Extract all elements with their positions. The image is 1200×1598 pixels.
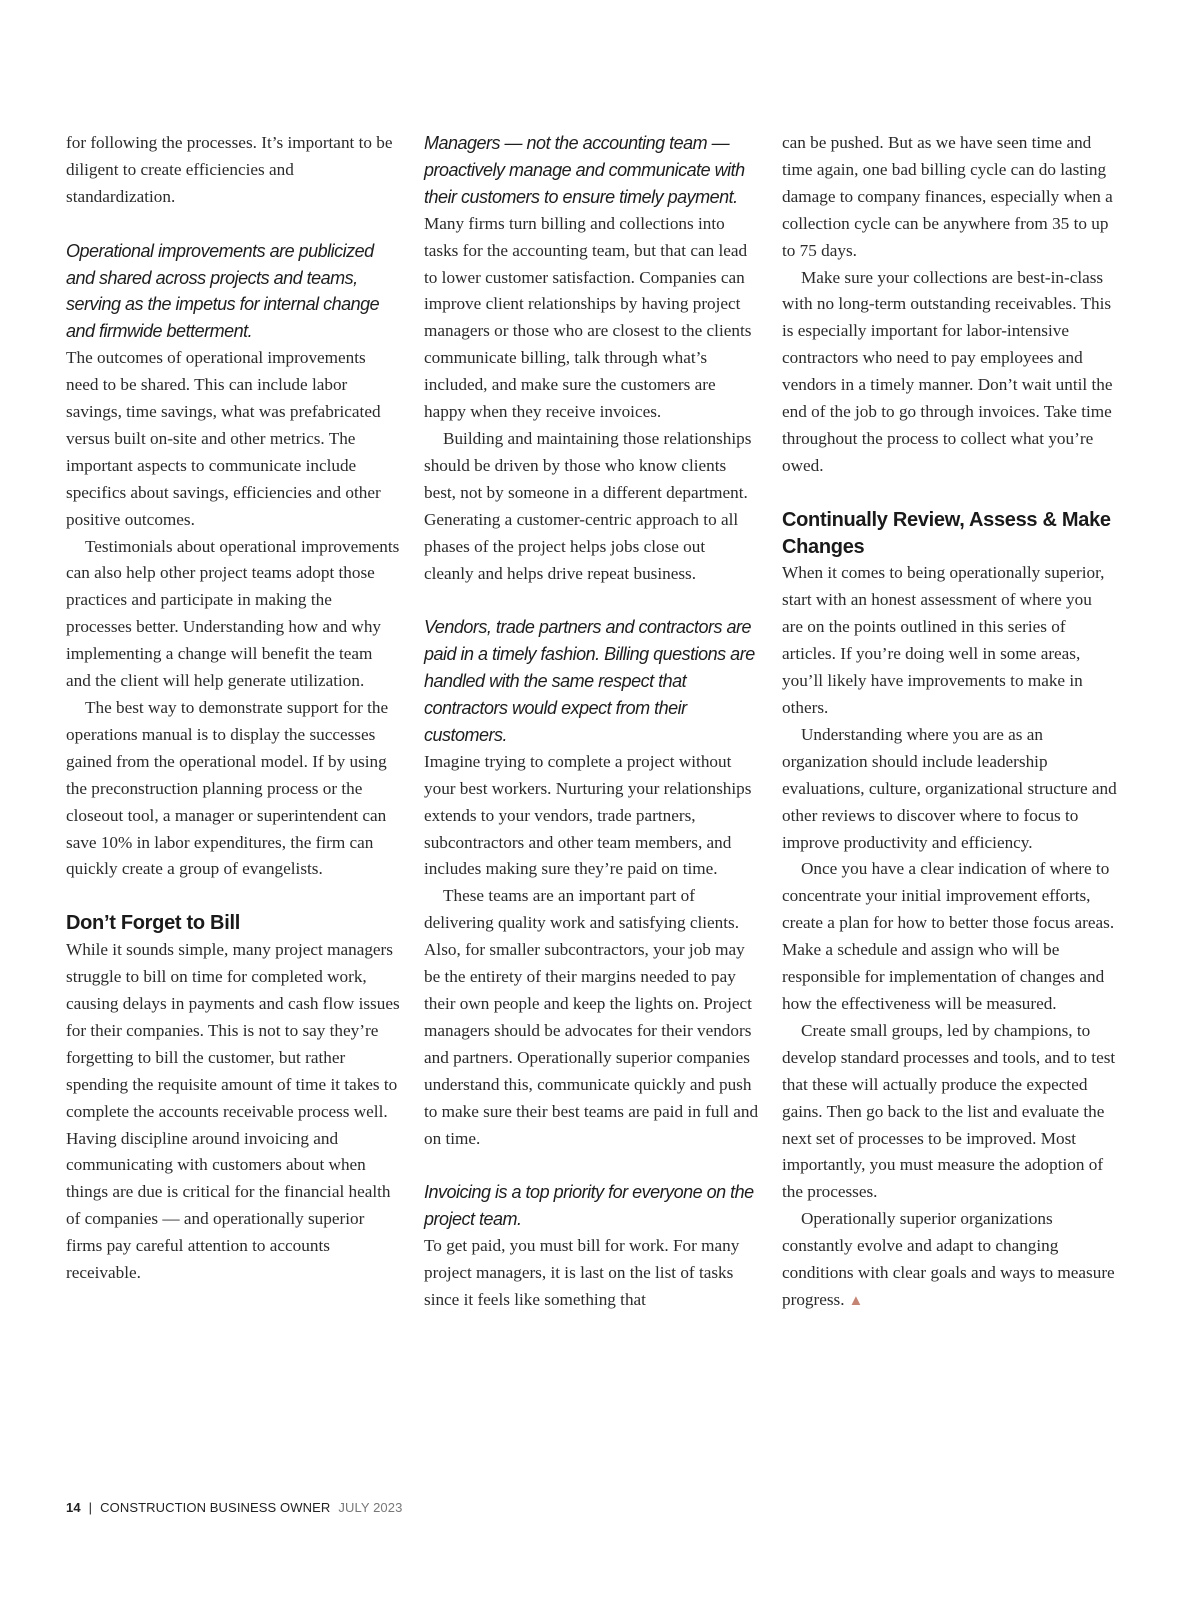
body-paragraph: can be pushed. But as we have seen time and time again, one bad billing cycle can do lasting damage to company finances, especially when a collection cycle can be anywhere from 35 to up to 75 days. bbox=[782, 133, 1113, 260]
article-column-2 bbox=[424, 130, 759, 1314]
page-number: 14 bbox=[66, 1500, 81, 1515]
final-paragraph-text: Operationally superior organizations constantly evolve and adapt to changing conditions with clear goals and ways to measure progress. bbox=[782, 1209, 1115, 1309]
section-heading: Continually Review, Assess & Make Changes bbox=[782, 508, 1111, 558]
body-paragraph: for following the processes. It’s important to be diligent to create efficiencies and standardization. bbox=[66, 133, 393, 206]
body-paragraph: Testimonials about operational improvements can also help other project teams adopt those practices and participate in making the processes better. Understanding how and why implementing a change will benefit the team and the client will help generate utilization. bbox=[66, 536, 400, 691]
subheading-italic: Operational improvements are publicized and shared across projects and teams, serving as the impetus for internal change and firmwide betterment. bbox=[66, 240, 380, 342]
body-paragraph: While it sounds simple, many project managers struggle to bill on time for completed work, causing delays in payments and cash flow issues for their companies. This is not to say they’re forgetting to bill the customer, but rather spending the requisite amount of time it takes to complete the accounts receivable process well. Having discipline around invoicing and communicating with customers about when things are due is critical for the financial health of companies — and operationally superior firms pay careful attention to accounts receivable. bbox=[66, 940, 400, 1283]
body-paragraph: Building and maintaining those relationships should be driven by those who know clients best, not by someone in a different department. Generating a customer-centric approach to all phases of the project helps jobs close out cleanly and helps drive repeat business. bbox=[424, 428, 752, 583]
body-paragraph: Once you have a clear indication of where to concentrate your initial improvement efforts, create a plan for how to better those focus areas. Make a schedule and assign who will be responsible for implementation of changes and how the effectiveness will be measured. bbox=[782, 859, 1115, 1013]
body-paragraph: When it comes to being operationally superior, start with an honest assessment of where you are on the points outlined in this series of articles. If you’re doing well in some areas, you’ll likely have improvements to make in others. bbox=[782, 563, 1105, 718]
footer-separator: | bbox=[88, 1500, 93, 1515]
issue-date: JULY 2023 bbox=[338, 1500, 403, 1515]
body-paragraph: Many firms turn billing and collections into tasks for the accounting team, but that can lead to lower customer satisfaction. Companies can improve client relationships by having project managers or those who are closest to the clients communicate billing, talk through what’s included, and make sure the customers are happy when they receive invoices. bbox=[424, 213, 752, 422]
body-paragraph: The best way to demonstrate support for the operations manual is to display the successes gained from the operational model. If by using the preconstruction planning process or the closeout tool, a manager or superintendent can save 10% in labor expenditures, the firm can quickly create a group of evangelists. bbox=[66, 698, 389, 879]
body-paragraph: Imagine trying to complete a project without your best workers. Nurturing your relationships extends to your vendors, trade partners, subcontractors and other team members, and includes making sure they’re paid on time. bbox=[424, 751, 752, 879]
body-paragraph: The outcomes of operational improvements need to be shared. This can include labor savings, time savings, what was prefabricated versus built on-site and other metrics. The important aspects to communicate include specifics about savings, efficiencies and other positive outcomes. bbox=[66, 348, 381, 529]
body-paragraph: Make sure your collections are best-in-class with no long-term outstanding receivables. This is especially important for labor-intensive contractors who need to pay employees and vendors in a timely manner. Don’t wait until the end of the job to go through invoices. Take time throughout the process to collect what you’re owed. bbox=[782, 267, 1113, 475]
page-footer bbox=[66, 1500, 402, 1515]
section-heading: Don’t Forget to Bill bbox=[66, 912, 240, 935]
body-paragraph: Understanding where you are as an organization should include leadership evaluations, culture, organizational structure and other reviews to discover where to focus to improve productivity and efficiency. bbox=[782, 724, 1117, 852]
body-paragraph-final bbox=[782, 1206, 1117, 1315]
body-paragraph: To get paid, you must bill for work. For many project managers, it is last on the list of tasks since it feels like something that bbox=[424, 1236, 740, 1309]
article-column-1 bbox=[66, 130, 401, 1287]
publication-name: CONSTRUCTION BUSINESS OWNER bbox=[100, 1500, 331, 1515]
article-column-3 bbox=[782, 130, 1117, 1315]
body-paragraph: Create small groups, led by champions, to develop standard processes and tools, and to test that these will actually produce the expected gains. Then go back to the list and evaluate the next set of processes to be improved. Most importantly, you must measure the adoption of the processes. bbox=[782, 1020, 1116, 1202]
subheading-italic: Invoicing is a top priority for everyone on the project team. bbox=[424, 1182, 754, 1230]
subheading-italic: Vendors, trade partners and contractors are paid in a timely fashion. Billing questions are handled with the same respect that contractors would expect from their customers. bbox=[424, 617, 755, 745]
subheading-italic: Managers — not the accounting team — proactively manage and communicate with their customers to ensure timely payment. bbox=[424, 133, 745, 207]
end-of-article-icon: ▲ bbox=[848, 1292, 864, 1309]
body-paragraph: These teams are an important part of delivering quality work and satisfying clients. Also, for smaller subcontractors, your job may be the entirety of their margins needed to pay their own people and keep the lights on. Project managers should be advocates for their vendors and partners. Operationally superior companies understand this, communicate quickly and push to make sure their best teams are paid in full and on time. bbox=[424, 886, 759, 1148]
